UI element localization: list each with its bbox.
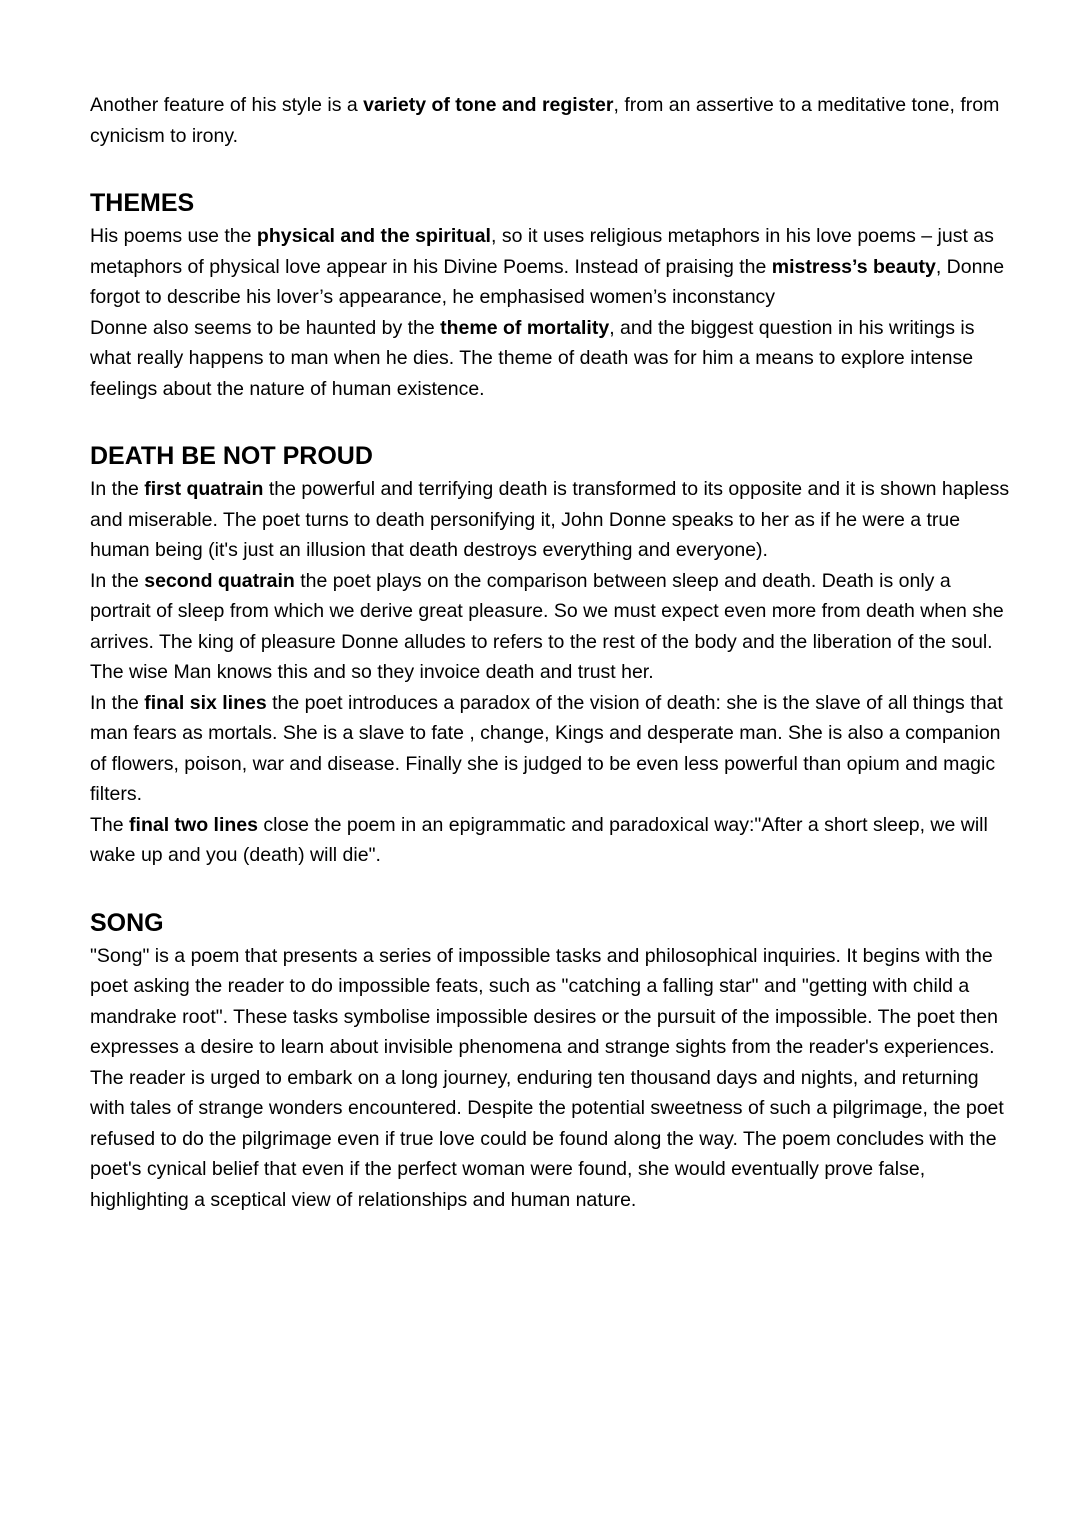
document-page xyxy=(90,90,1010,1215)
intro-text-end: , from an assertive to a meditative tone, from cynicism to irony. xyxy=(90,94,1000,147)
themes-p1-text-2: , so it uses religious metaphors in his love poems – just as metaphors of physical love appear in his Divine Poems. Instead of praising the xyxy=(90,225,994,278)
death-paragraph-3 xyxy=(90,688,1010,810)
intro-paragraph xyxy=(90,90,1010,151)
themes-p1-bold-2: mistress’s beauty xyxy=(771,255,936,278)
themes-heading: THEMES xyxy=(90,189,195,217)
death-p1-text-1: In the xyxy=(90,478,145,500)
death-p2-bold: second quatrain xyxy=(144,569,295,592)
death-p3-text-2: the poet introduces a paradox of the vision of death: she is the slave of all things that man fears as mortals. She is a slave to fate , change, Kings and desperate man. She is also a companion of flowers, poison, war and disease. Finally she is judged to be even less powerful than opium and magic filters. xyxy=(90,691,1003,805)
death-paragraph-1 xyxy=(90,474,1010,566)
death-p2-text-1: In the xyxy=(90,569,145,592)
death-p4-text-2: close the poem in an epigrammatic and paradoxical way:"After a short sleep, we will wake up and you (death) will die". xyxy=(90,813,988,866)
death-p2-text-2: the poet plays on the comparison between sleep and death. Death is only a portrait of sleep from which we derive great pleasure. So we must expect even more from death when she arrives. The king of pleasure Donne alludes to refers to the rest of the body and the liberation of the soul. The wise Man knows this and so they invoice death and trust her. xyxy=(90,569,1004,683)
themes-p1-text-1: His poems use the xyxy=(90,225,257,247)
death-p1-bold: first quatrain xyxy=(144,478,264,500)
song-paragraph: "Song" is a poem that presents a series of impossible tasks and philosophical inquiries. It begins with the poet asking the reader to do impossible feats, such as "catching a falling star" and "getting with child a mandrake root". These tasks symbolise impossible desires or the pursuit of the impossible. The poet then expresses a desire to learn about invisible phenomena and strange sights from the reader's experiences. The reader is urged to embark on a long journey, enduring ten thousand days and nights, and returning with tales of strange wonders encountered. Despite the potential sweetness of such a pilgrimage, the poet refused to do the pilgrimage even if true love could be found along the way. The poem concludes with the poet's cynical belief that even if the perfect woman were found, she would eventually prove false, highlighting a sceptical view of relationships and human nature. xyxy=(90,944,1004,1211)
death-p1-text-2: the powerful and terrifying death is transformed to its opposite and it is shown hapless and miserable. The poet turns to death personifying it, John Donne speaks to her as if he were a true human being (it's just an illusion that death destroys everything and everyone). xyxy=(90,478,1010,561)
death-paragraph-2 xyxy=(90,566,1010,688)
intro-text: Another feature of his style is a xyxy=(90,94,364,116)
themes-paragraph-1 xyxy=(90,221,1010,313)
themes-p2-text-1: Donne also seems to be haunted by the xyxy=(90,316,441,339)
death-p4-bold: final two lines xyxy=(129,813,258,836)
death-p3-text-1: In the xyxy=(90,691,145,714)
themes-paragraph-2 xyxy=(90,313,1010,405)
death-heading: DEATH BE NOT PROUD xyxy=(90,442,373,470)
intro-bold: variety of tone and register xyxy=(363,94,614,116)
themes-p2-text-2: , and the biggest question in his writings is what really happens to man when he dies. The theme of death was for him a means to explore intense feelings about the nature of human existence. xyxy=(90,316,975,400)
song-heading: SONG xyxy=(90,908,164,937)
death-paragraph-4 xyxy=(90,810,1010,871)
themes-p2-bold-1: theme of mortality xyxy=(440,316,610,339)
death-p3-bold: final six lines xyxy=(144,691,267,714)
death-p4-text-1: The xyxy=(90,813,130,836)
themes-p1-text-3: , Donne forgot to describe his lover’s appearance, he emphasised women’s inconstancy xyxy=(90,255,1005,308)
themes-p1-bold-1: physical and the spiritual xyxy=(256,225,491,247)
